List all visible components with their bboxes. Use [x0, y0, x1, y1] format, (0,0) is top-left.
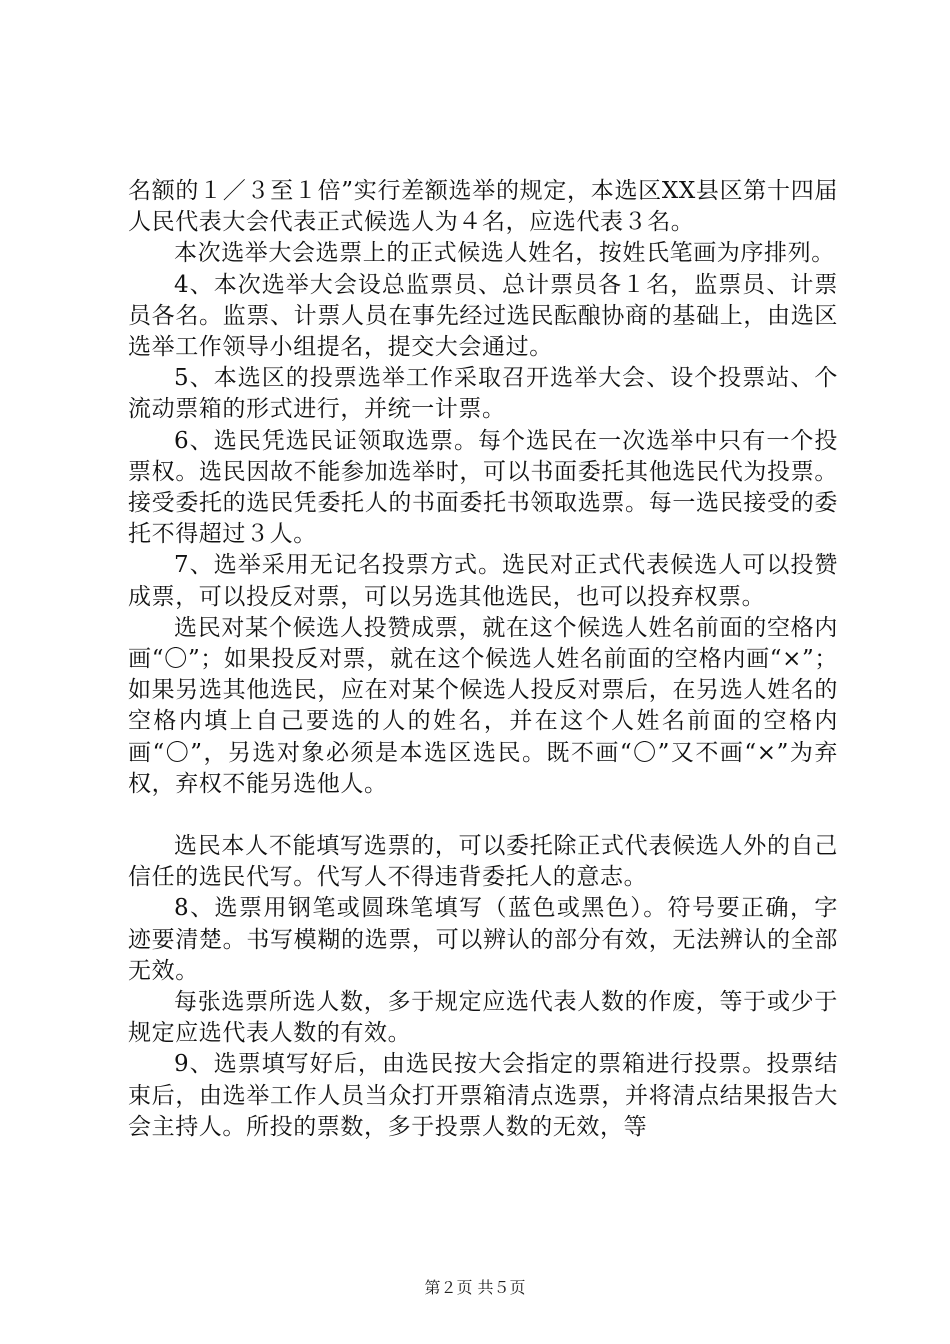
- paragraph-10: 每张选票所选人数，多于规定应选代表人数的作废，等于或少于规定应选代表人数的有效。: [128, 989, 838, 1047]
- page-number-footer: 第２页 共５页: [424, 1278, 526, 1297]
- paragraph-2: 本次选举大会选票上的正式候选人姓名，按姓氏笔画为序排列。: [174, 240, 835, 267]
- paragraph-7: 选民对某个候选人投赞成票，就在这个候选人姓名前面的空格内画“〇”；如果投反对票，就在这个候选人姓名前面的空格内画“×”；如果另选其他选民，应在对某个候选人投反对票后，在另选人姓名的空格内填上自己要选的人的姓名，并在这个人姓名前面的空格内画“〇”，另选对象必须是本选区选民。既不画“〇”又不画“×”为弃权，弃权不能另选他人。: [128, 614, 838, 797]
- paragraph-6: 7、选举采用无记名投票方式。选民对正式代表候选人可以投赞成票，可以投反对票，可以另选其他选民，也可以投弃权票。: [128, 552, 838, 610]
- paragraph-1: 名额的１／３至１倍”实行差额选举的规定，本选区XX县区第十四届人民代表大会代表正式候选人为４名，应选代表３名。: [128, 178, 838, 236]
- paragraph-3: 4、本次选举大会设总监票员、总计票员各１名，监票员、计票员各名。监票、计票人员在事先经过选民酝酿协商的基础上，由选区选举工作领导小组提名，提交大会通过。: [128, 271, 838, 361]
- paragraph-9: 8、选票用钢笔或圆珠笔填写（蓝色或黑色）。符号要正确，字迹要清楚。书写模糊的选票，可以辨认的部分有效，无法辨认的全部无效。: [128, 895, 838, 984]
- paragraph-8: 选民本人不能填写选票的，可以委托除正式代表候选人外的自己信任的选民代写。代写人不得违背委托人的意志。: [128, 833, 838, 891]
- paragraph-spacer: [128, 800, 838, 831]
- paragraph-11: 9、选票填写好后，由选民按大会指定的票箱进行投票。投票结束后，由选举工作人员当众打开票箱清点选票，并将清点结果报告大会主持人。所投的票数，多于投票人数的无效，等: [128, 1051, 838, 1140]
- paragraph-5: 6、选民凭选民证领取选票。每个选民在一次选举中只有一个投票权。选民因故不能参加选举时，可以书面委托其他选民代为投票。接受委托的选民凭委托人的书面委托书领取选票。每一选民接受的委托不得超过３人。: [128, 427, 838, 548]
- document-body: [128, 176, 838, 1143]
- paragraph-4: 5、本选区的投票选举工作采取召开选举大会、设个投票站、个流动票箱的形式进行，并统一计票。: [128, 365, 838, 423]
